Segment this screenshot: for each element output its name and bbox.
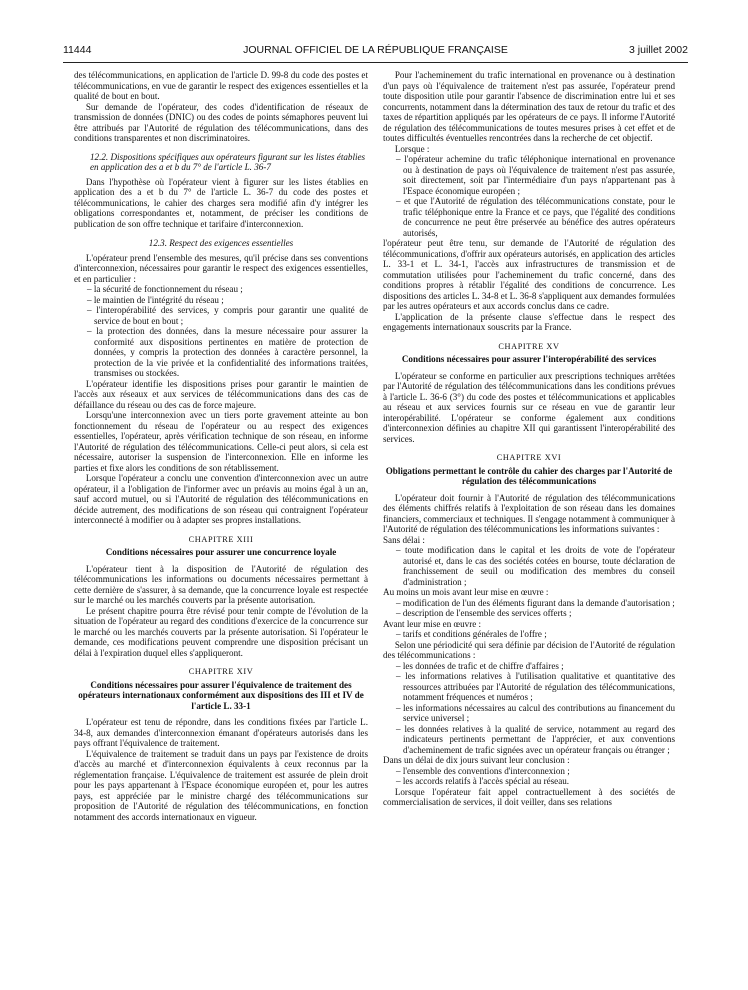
paragraph: Lorsque : <box>394 143 430 154</box>
list-item: – la sécurité de fonctionnement du réseau ; <box>74 284 368 295</box>
paragraph: L'opérateur tient à la disposition de l'Autorité de régulation des télécommunications les informations ou documents nécessaires permettant à cette dernière de s'assurer, à sa demande, que la concurrence loyale est respectée sur le marché ou les marchés couverts par la présente autorisation. <box>74 563 368 605</box>
paragraph: des télécommunications, en application de l'article D. 99-8 du code des postes et télécommunications, en vue de garantir le respect des exigences essentielles et la qualité de bout en bout. <box>74 70 368 101</box>
page-number: 11444 <box>63 44 92 56</box>
list-item: – toute modification dans le capital et les droits de vote de l'opérateur autorisé et, dans le cas des sociétés cotées en bourse, toute déclaration de franchissement de seuil ou modification des membres du conseil d'administration ; <box>383 545 675 587</box>
list-item: – la protection des données, dans la mesure nécessaire pour assurer la conformité aux dispositions pertinentes en matière de protection de données, y compris la protection des données à caractère personnel, la protection de la vie privée et la confidentialité des informations traitées, transmises ou stockées. <box>74 326 368 379</box>
chapter-title-xv: Conditions nécessaires pour assurer l'interopérabilité des services <box>401 354 657 364</box>
issue-date: 3 juillet 2002 <box>629 44 688 56</box>
paragraph: Pour l'acheminement du trafic international en provenance ou à destination d'un pays où l'équivalence de traitement n'est pas assurée, l'opérateur prend toute disposition utile pour garantir l'absence de discrimination entre lui et ses concurrents, notamment dans la détermination des taux de retour du trafic et des taxes de répartition appliqués par les opérateurs de ce pays. Il informe l'Autorité de régulation des télécommunications de toutes mesures prises à cet effet et de toutes difficultés éventuelles rencontrées dans la recherche de cet objectif. <box>383 70 675 143</box>
list-item: – les données relatives à la qualité de service, notamment au regard des indicateurs pertinents permettant de l'apprécier, et aux conventions d'acheminement de trafic signées avec un opérateur français ou étranger ; <box>383 724 675 756</box>
periodic-list <box>383 661 675 756</box>
paragraph: L'opérateur doit fournir à l'Autorité de régulation des télécommunications des éléments chiffrés relatifs à l'exploitation de son réseau dans les domaines financiers, commerciaux et techniques. Il s'engage notamment à communiquer à l'Autorité de régulation des télécommunications les informations suivantes : <box>383 492 675 534</box>
list-heading: Au moins un mois avant leur mise en œuvre : <box>383 587 549 597</box>
one-month-list <box>383 598 675 619</box>
list-item: – tarifs et conditions générales de l'offre ; <box>383 629 675 640</box>
right-column <box>383 70 675 808</box>
left-column <box>74 70 368 822</box>
list-item: – description de l'ensemble des services offerts ; <box>383 608 675 619</box>
list-heading: Avant leur mise en œuvre : <box>383 618 482 629</box>
paragraph: L'opérateur se conforme en particulier aux prescriptions techniques arrêtées par l'Autorité de régulation des télécommunications dans les conditions prévues à l'article L. 36-6 (3°) du code des postes et télécommunications et applicables au réseau et aux services fournis sur ce réseau en vue de garantir leur interopérabilité. L'opérateur se conforme également aux conditions d'interconnexion définies au chapitre XII qui garantissent l'interopérabilité des services. <box>383 370 675 444</box>
paragraph: Lorsque l'opérateur a conclu une convention d'interconnexion avec un autre opérateur, il a l'obligation de l'informer avec un préavis au moins égal à un an, sauf accord mutuel, ou si l'Autorité de régulation des télécommunications en décide autrement, des modifications de son réseau qui contraignent l'opérateur interconnecté à modifier ou à adapter ses propres installations. <box>74 473 368 525</box>
paragraph: L'équivalence de traitement se traduit dans un pays par l'existence de droits d'accès au marché et d'interconnexion équivalents à ceux reconnus par la réglementation française. L'équivalence de traitement est assurée de plein droit pour les pays appartenant à l'Espace économique européen et, pour les autres pays, est appréciée par le ministre chargé des télécommunications sur proposition de l'Autorité de régulation des télécommunications, en fonction notamment des accords internationaux en vigueur. <box>74 748 368 822</box>
paragraph: l'opérateur peut être tenu, sur demande de l'Autorité de régulation des télécommunications, d'offrir aux opérateurs autorisés, en application des articles L. 33-1 et L. 34-1, l'accès aux infrastructures de transmission et de commutation utilisées pour l'acheminement du trafic concerné, dans des conditions propres à rétablir l'égalité des conditions de concurrence. Les dispositions des articles L. 34-8 et L. 36-8 s'appliquent aux demandes formulées par les autres opérateurs et aux accords conclus dans ce cadre. <box>383 238 675 311</box>
chapter-label-xiii: CHAPITRE XIII <box>188 534 254 544</box>
list-item: – l'opérateur achemine du trafic téléphonique international en provenance ou à destination de pays où l'équivalence de traitement n'est pas assurée, soit directement, soit par l'intermédiaire d'un pays n'appartenant pas à l'Espace économique européen ; <box>383 154 675 196</box>
list-heading: Sans délai : <box>383 534 425 545</box>
section-heading-12-3: 12.3. Respect des exigences essentielles <box>148 238 294 248</box>
conditions-list <box>383 154 675 238</box>
paragraph: Lorsqu'une interconnexion avec un tiers porte gravement atteinte au bon fonctionnement du réseau de l'opérateur ou au respect des exigences essentielles, l'opérateur, après vérification technique de son réseau, en informe l'Autorité de régulation des télécommunications. Celle-ci peut alors, si cela est nécessaire, autoriser la suspension de l'interconnexion. Elle en informe les parties et fixe alors les conditions de son rétablissement. <box>74 410 368 473</box>
list-item: – modification de l'un des éléments figurant dans la demande d'autorisation ; <box>383 598 675 609</box>
paragraph: Le présent chapitre pourra être révisé pour tenir compte de l'évolution de la situation de l'opérateur au regard des conditions d'exercice de la concurrence sur le marché ou les marchés couverts par la présente autorisation. Si l'opérateur le demande, ces modifications peuvent comprendre une disposition précisant un délai à l'expiration duquel elles s'appliqueront. <box>74 605 368 658</box>
paragraph: L'opérateur identifie les dispositions prises pour garantir le maintien de l'accès aux réseaux et aux services de télécommunications dans des cas de défaillance du réseau ou des cas de force majeure. <box>74 378 368 410</box>
immediate-list <box>383 545 675 587</box>
chapter-label-xvi: CHAPITRE XVI <box>496 453 562 462</box>
chapter-title-xiii: Conditions nécessaires pour assurer une concurrence loyale <box>105 547 337 557</box>
chapter-title-xvi: Obligations permettant le contrôle du cahier des charges par l'Autorité de régulation des télécommunications <box>385 465 673 486</box>
list-item: – les informations relatives à l'utilisation qualitative et quantitative des ressources attribuées par l'Autorité de régulation des télécommunications, notamment fréquences et numéros ; <box>383 671 675 703</box>
running-header <box>63 44 688 62</box>
list-item: – les accords relatifs à l'accès spécial au réseau. <box>383 776 675 787</box>
requirements-list <box>74 284 368 379</box>
list-heading: Dans un délai de dix jours suivant leur conclusion : <box>383 755 570 765</box>
section-heading-12-2: 12.2. Dispositions spécifiques aux opérateurs figurant sur les listes établies en application des a et b du 7° de l'article L. 36-7 <box>90 151 366 172</box>
ten-days-list <box>383 766 675 787</box>
paragraph: L'opérateur est tenu de répondre, dans les conditions fixées par l'article L. 34-8, aux demandes d'interconnexion émanant d'opérateurs autorisés dans les pays offrant l'équivalence de traitement. <box>74 717 368 748</box>
list-item: – le maintien de l'intégrité du réseau ; <box>74 295 368 306</box>
list-item: – et que l'Autorité de régulation des télécommunications constate, pour le trafic téléphonique entre la France et ce pays, que l'égalité des conditions de concurrence ne peut être préservée au bénéfice des autres opérateurs autorisés, <box>383 196 675 238</box>
before-list <box>383 629 675 640</box>
list-item: – les informations nécessaires au calcul des contributions au financement du service universel ; <box>383 703 675 724</box>
journal-title: JOURNAL OFFICIEL DE LA RÉPUBLIQUE FRANÇAISE <box>243 44 508 56</box>
paragraph: Dans l'hypothèse où l'opérateur vient à figurer sur les listes établies en application des a et b du 7° de l'article L. 36-7 du code des postes et télécommunications, le cahier des charges sera modifié afin d'y intégrer les obligations correspondantes et, notamment, de préciser les conditions de publication de son offre technique et tarifaire d'interconnexion. <box>74 176 368 229</box>
paragraph: Lorsque l'opérateur fait appel contractuellement à des sociétés de commercialisation de services, il doit veiller, dans ses relations <box>383 786 675 807</box>
paragraph: Sur demande de l'opérateur, des codes d'identification de réseaux de transmission de données (DNIC) ou des codes de points sémaphores peuvent lui être attribués par l'Autorité de régulation des télécommunications, dans des conditions transparentes et non discriminatoires. <box>74 101 368 143</box>
paragraph: L'opérateur prend l'ensemble des mesures, qu'il précise dans ses conventions d'interconnexion, nécessaires pour garantir le respect des exigences essentielles, et en particulier : <box>74 252 368 284</box>
list-heading: Selon une périodicité qui sera définie par décision de l'Autorité de régulation des télécommunications : <box>383 639 675 660</box>
paragraph: L'application de la présente clause s'effectue dans le respect des engagements internationaux souscrits par la France. <box>383 311 675 332</box>
header-rule <box>63 62 688 63</box>
chapter-label-xiv: CHAPITRE XIV <box>188 667 254 676</box>
list-item: – les données de trafic et de chiffre d'affaires ; <box>383 661 675 672</box>
list-item: – l'ensemble des conventions d'interconnexion ; <box>383 766 675 777</box>
chapter-title-xiv: Conditions nécessaires pour assurer l'équivalence de traitement des opérateurs internationaux conformément aux dispositions des III et IV de l'article L. 33-1 <box>78 679 364 711</box>
list-item: – l'interopérabilité des services, y compris pour garantir une qualité de service de bout en bout ; <box>74 305 368 326</box>
chapter-label-xv: CHAPITRE XV <box>498 341 560 351</box>
